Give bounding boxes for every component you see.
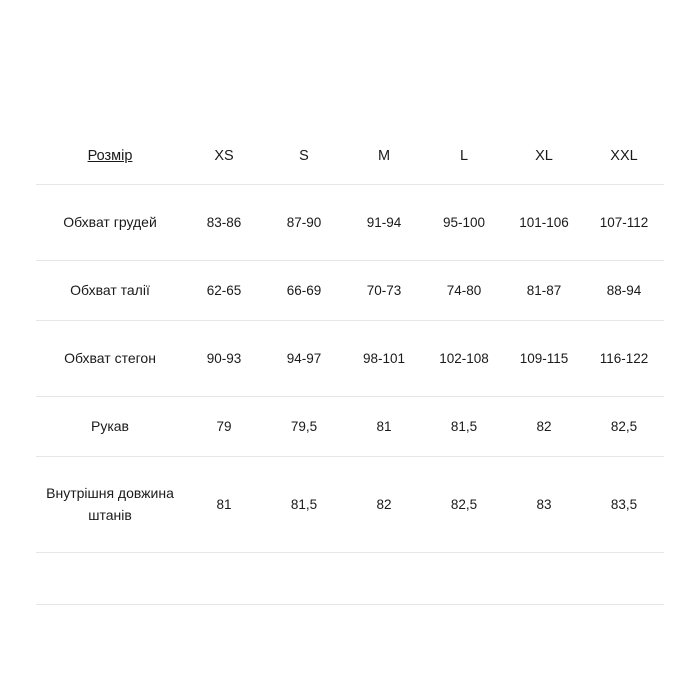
cell-chest-l: 95-100	[442, 214, 486, 230]
cell-hips-m: 98-101	[362, 350, 406, 366]
cell-inseam-xs: 81	[216, 496, 232, 512]
cell-hips-xl: 109-115	[519, 350, 569, 366]
cell-chest-xs: 83-86	[206, 214, 242, 230]
cell-waist-xxl: 88-94	[606, 282, 642, 298]
cell-hips-s: 94-97	[286, 350, 322, 366]
column-header-xs: XS	[214, 147, 234, 164]
cell-inseam-m: 82	[376, 496, 392, 512]
cell-chest-m: 91-94	[366, 214, 402, 230]
cell-hips-xxl: 116-122	[599, 350, 649, 366]
row-label-chest: Обхват грудей	[63, 214, 157, 230]
row-label-inseam: Внутрішня довжина штанів	[46, 485, 174, 523]
cell-waist-l: 74-80	[446, 282, 482, 298]
cell-waist-s: 66-69	[286, 282, 322, 298]
column-header-measurement: Розмір	[87, 147, 133, 164]
row-label-hips: Обхват стегон	[64, 350, 156, 366]
cell-inseam-l: 82,5	[450, 496, 478, 512]
table-row	[36, 396, 664, 456]
table-row	[36, 260, 664, 320]
cell-hips-l: 102-108	[439, 350, 489, 366]
spacer-cell	[424, 552, 504, 604]
spacer-cell	[264, 552, 344, 604]
cell-waist-m: 70-73	[366, 282, 402, 298]
cell-sleeve-xl: 82	[536, 418, 552, 434]
column-header-l: L	[459, 147, 469, 164]
cell-sleeve-s: 79,5	[290, 418, 318, 434]
table-header-row	[36, 128, 664, 184]
cell-inseam-s: 81,5	[290, 496, 318, 512]
cell-waist-xs: 62-65	[206, 282, 242, 298]
cell-hips-xs: 90-93	[206, 350, 242, 366]
cell-sleeve-xs: 79	[216, 418, 232, 434]
row-label-sleeve: Рукав	[91, 418, 129, 434]
size-chart-container	[36, 128, 664, 605]
spacer-cell	[36, 552, 184, 604]
cell-sleeve-xxl: 82,5	[610, 418, 638, 434]
cell-sleeve-m: 81	[376, 418, 392, 434]
cell-chest-xl: 101-106	[519, 214, 569, 230]
table-bottom-spacer	[36, 552, 664, 604]
column-header-xxl: XXL	[610, 147, 638, 164]
spacer-cell	[344, 552, 424, 604]
spacer-cell	[184, 552, 264, 604]
column-header-m: M	[377, 147, 391, 164]
cell-waist-xl: 81-87	[526, 282, 562, 298]
table-row	[36, 184, 664, 260]
spacer-cell	[584, 552, 664, 604]
cell-sleeve-l: 81,5	[450, 418, 478, 434]
cell-inseam-xl: 83	[536, 496, 552, 512]
row-label-waist: Обхват талії	[70, 282, 150, 298]
cell-chest-s: 87-90	[286, 214, 322, 230]
table-row	[36, 320, 664, 396]
cell-inseam-xxl: 83,5	[610, 496, 638, 512]
column-header-s: S	[299, 147, 309, 164]
cell-chest-xxl: 107-112	[599, 214, 649, 230]
table-row	[36, 456, 664, 552]
spacer-cell	[504, 552, 584, 604]
size-chart-table	[36, 128, 664, 605]
column-header-xl: XL	[535, 147, 553, 164]
